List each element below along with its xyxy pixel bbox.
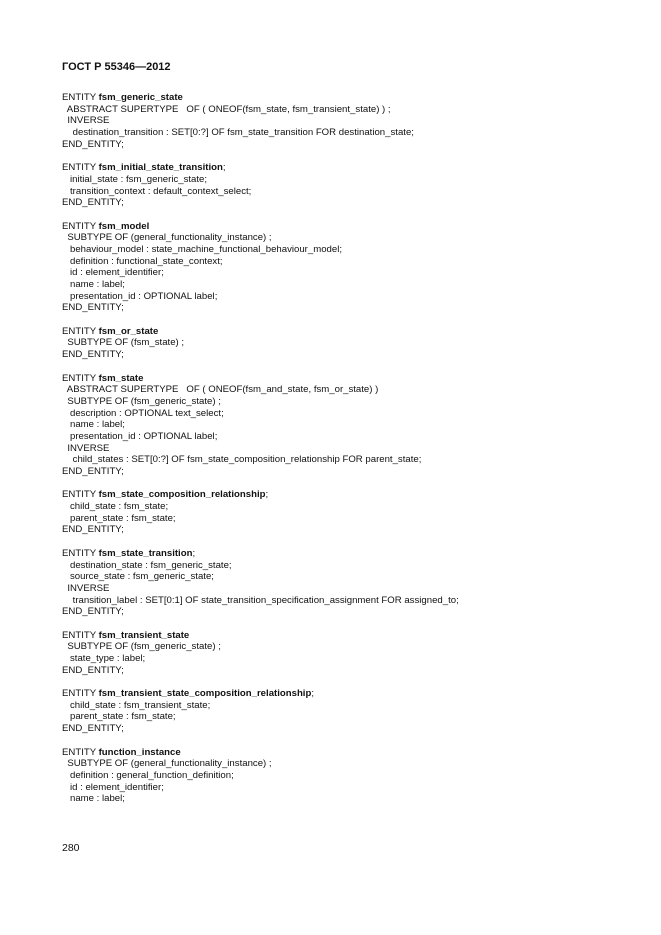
entity-line: name : label; [62,419,125,431]
entity-line: definition : general_function_definition; [62,769,234,781]
entity-line: description : OPTIONAL text_select; [62,407,224,419]
entity-name: function_instance [98,746,181,758]
entity-name: fsm_model [98,220,150,232]
entity-line: INVERSE [62,442,110,454]
entity-line: END_ENTITY; [62,524,124,536]
entity-block [62,630,641,677]
entity-block [62,373,641,478]
entity-block [62,747,641,805]
entity-line: END_ENTITY; [62,349,124,361]
entity-header [62,221,641,233]
entity-line: child_state : fsm_state; [62,501,169,513]
entity-line: presentation_id : OPTIONAL label; [62,430,218,442]
entity-keyword: ENTITY [62,92,99,103]
entity-line: ABSTRACT SUPERTYPE OF ( ONEOF(fsm_and_state, fsm_or_state) ) [62,384,379,396]
entity-header [62,92,641,104]
entity-keyword: ENTITY [62,746,99,758]
entity-header [62,747,641,759]
entity-line: child_states : SET[0:?] OF fsm_state_composition_relationship FOR parent_state; [62,454,422,466]
entity-keyword: ENTITY [62,325,99,337]
entity-line: initial_state : fsm_generic_state; [62,173,208,185]
entity-line: parent_state : fsm_state; [62,512,176,524]
entity-keyword: ENTITY [62,629,99,641]
entity-keyword: ENTITY [62,220,99,232]
document-header: ГОСТ Р 55346—2012 [62,61,171,73]
entity-line: state_type : label; [62,653,146,664]
entity-line: INVERSE [62,582,110,594]
entity-name: fsm_transient_state_composition_relationship [98,688,312,700]
entity-header [62,489,641,501]
entity-header [62,548,641,560]
entity-block [62,162,641,209]
entity-line: name : label; [62,279,125,290]
entity-line: child_state : fsm_transient_state; [62,699,211,711]
entity-line: id : element_identifier; [62,267,164,279]
entity-line: END_ENTITY; [62,723,124,735]
entity-line: END_ENTITY; [62,606,124,618]
entity-line: SUBTYPE OF (general_functionality_instance) ; [62,758,272,770]
entity-line: SUBTYPE OF (general_functionality_instance) ; [62,232,272,244]
entity-line: END_ENTITY; [62,664,124,676]
entity-line: transition_label : SET[0:1] OF state_transition_specification_assignment FOR assigned_to; [62,594,459,606]
entity-header [62,162,641,174]
entity-header [62,630,641,642]
entity-line: END_ENTITY; [62,302,124,314]
entity-keyword: ENTITY [62,162,99,174]
entity-header [62,326,641,338]
page-number: 280 [62,842,80,854]
entity-line: INVERSE [62,115,110,127]
entity-line: END_ENTITY; [62,138,124,150]
entity-line: END_ENTITY; [62,466,124,477]
entity-keyword: ENTITY [62,547,99,559]
entity-block [62,92,641,150]
entity-line: ABSTRACT SUPERTYPE OF ( ONEOF(fsm_state, fsm_transient_state) ) ; [62,103,391,115]
entity-line: SUBTYPE OF (fsm_generic_state) ; [62,395,221,407]
entity-keyword: ENTITY [62,489,99,501]
entity-name: fsm_state_composition_relationship [98,489,266,501]
entity-name: fsm_initial_state_transition [98,162,223,174]
entity-name: fsm_state [98,372,144,384]
entity-line: presentation_id : OPTIONAL label; [62,290,218,302]
entity-line: SUBTYPE OF (fsm_generic_state) ; [62,641,221,653]
entity-line: behaviour_model : state_machine_functional_behaviour_model; [62,243,342,255]
entity-block [62,688,641,735]
entity-header [62,373,641,385]
entity-line: definition : functional_state_context; [62,255,223,267]
entity-listing [62,92,641,817]
entity-line: id : element_identifier; [62,781,164,793]
entity-keyword: ENTITY [62,688,99,700]
entity-semicolon: ; [192,547,196,559]
entity-name: fsm_or_state [98,325,159,337]
entity-line: transition_context : default_context_select; [62,185,252,197]
entity-semicolon: ; [311,688,314,700]
entity-block [62,548,641,618]
entity-semicolon: ; [222,162,226,174]
entity-semicolon: ; [265,489,269,501]
entity-line: source_state : fsm_generic_state; [62,571,214,583]
entity-line: END_ENTITY; [62,197,124,209]
entity-name: fsm_transient_state [98,629,190,641]
entity-name: fsm_state_transition [98,547,193,559]
entity-line: destination_transition : SET[0:?] OF fsm_state_transition FOR destination_state; [62,127,414,139]
entity-block [62,489,641,536]
entity-block [62,221,641,315]
entity-line: destination_state : fsm_generic_state; [62,559,232,571]
entity-name: fsm_generic_state [98,92,183,103]
entity-block [62,326,641,361]
entity-header [62,688,641,700]
entity-line: SUBTYPE OF (fsm_state) ; [62,337,185,349]
entity-keyword: ENTITY [62,372,99,384]
entity-line: parent_state : fsm_state; [62,711,176,723]
entity-line: name : label; [62,793,125,805]
